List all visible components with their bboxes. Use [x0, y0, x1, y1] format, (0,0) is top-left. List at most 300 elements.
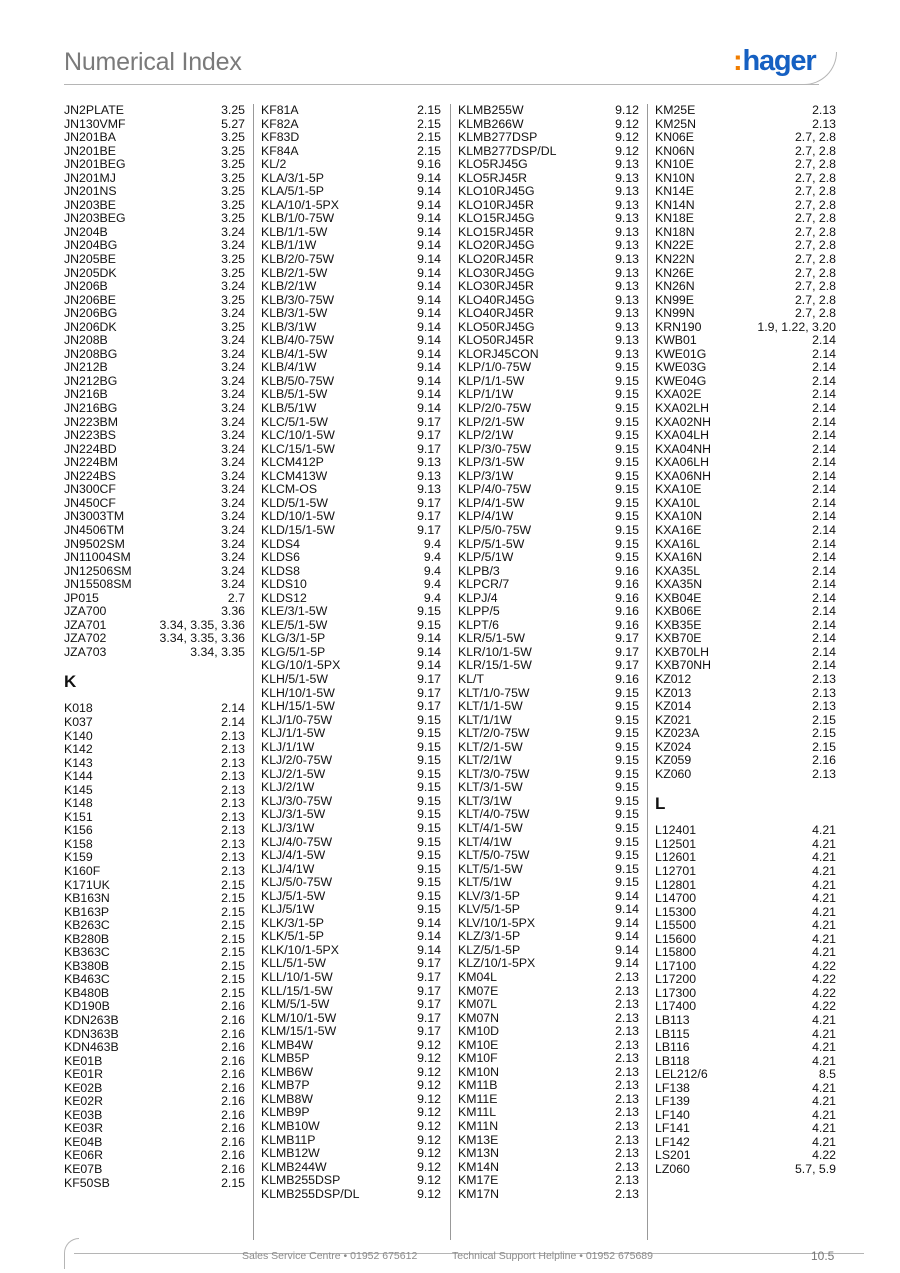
- index-row: [458, 687, 639, 701]
- page-reference: 9.14: [615, 888, 639, 903]
- product-code: KLPT/6: [458, 617, 500, 632]
- product-code: KLMB5P: [261, 1051, 310, 1066]
- page-reference: 2.15: [221, 958, 245, 973]
- index-row: [458, 551, 639, 565]
- product-code: KLP/3/0-75W: [458, 441, 532, 456]
- index-row: [655, 1082, 836, 1096]
- index-row: [64, 1000, 245, 1014]
- page-reference: 9.16: [615, 604, 639, 619]
- page-reference: 2.15: [812, 739, 836, 754]
- product-code: KLK/10/1-5PX: [261, 942, 339, 957]
- page-reference: 3.24: [221, 279, 245, 294]
- product-code: KE02B: [64, 1080, 103, 1095]
- index-row: [64, 1082, 245, 1096]
- page-reference: 9.15: [615, 414, 639, 429]
- product-code: KLMB10W: [261, 1119, 320, 1134]
- index-row: [458, 592, 639, 606]
- page-reference: 2.13: [221, 823, 245, 838]
- index-row: [261, 646, 441, 660]
- product-code: KLPB/3: [458, 563, 500, 578]
- page-reference: 3.24: [221, 333, 245, 348]
- index-row: [458, 727, 639, 741]
- index-row: [64, 456, 245, 470]
- page-reference: 9.14: [417, 346, 441, 361]
- page-reference: 2.7, 2.8: [794, 279, 836, 294]
- page-reference: 9.13: [615, 211, 639, 226]
- index-row: [655, 851, 836, 865]
- product-code: K159: [64, 850, 93, 865]
- page-reference: 2.7, 2.8: [794, 292, 836, 307]
- product-code: KLR/15/1-5W: [458, 658, 532, 673]
- index-row: [458, 768, 639, 782]
- page-reference: 2.13: [812, 699, 836, 714]
- index-row: [261, 822, 441, 836]
- product-code: K158: [64, 836, 93, 851]
- product-code: KLR/5/1-5W: [458, 631, 525, 646]
- index-column-3: [458, 104, 639, 1201]
- index-row: [261, 727, 441, 741]
- index-row: [64, 646, 245, 660]
- index-row: [655, 741, 836, 755]
- product-code: KLT/1/0-75W: [458, 685, 530, 700]
- product-code: KM25E: [655, 103, 696, 117]
- product-code: KLK/5/1-5P: [261, 929, 324, 944]
- index-row: [261, 836, 441, 850]
- product-code: KE03B: [64, 1107, 103, 1122]
- index-row: [458, 890, 639, 904]
- index-row: [261, 1188, 441, 1202]
- page-reference: 3.24: [221, 522, 245, 537]
- index-row: [458, 1147, 639, 1161]
- product-code: KLB/3/1-5W: [261, 306, 328, 321]
- page-reference: 9.16: [615, 563, 639, 578]
- page-reference: 3.24: [221, 441, 245, 456]
- page-reference: 2.14: [812, 441, 836, 456]
- section-heading: L: [655, 794, 666, 814]
- index-row: [655, 239, 836, 253]
- page-reference: 4.21: [812, 1080, 836, 1095]
- index-row: [655, 754, 836, 768]
- product-code: KM14N: [458, 1159, 500, 1174]
- index-row: [655, 199, 836, 213]
- index-row: [655, 429, 836, 443]
- product-code: KM10F: [458, 1051, 498, 1066]
- index-row: [64, 1095, 245, 1109]
- index-row: [655, 687, 836, 701]
- index-row: [261, 795, 441, 809]
- index-row: [64, 919, 245, 933]
- product-code: KWE03G: [655, 360, 707, 375]
- product-code: KLE/5/1-5W: [261, 617, 328, 632]
- page-reference: 2.14: [812, 401, 836, 416]
- index-row: [64, 226, 245, 240]
- page-reference: 9.4: [423, 577, 441, 592]
- product-code: KB380B: [64, 958, 110, 973]
- page-reference: 3.24: [221, 563, 245, 578]
- product-code: KLZ/3/1-5P: [458, 929, 521, 944]
- index-row: [655, 987, 836, 1001]
- page-reference: 9.15: [417, 780, 441, 795]
- product-code: KLL/5/1-5W: [261, 956, 326, 971]
- index-row: [261, 199, 441, 213]
- product-code: KLP/5/0-75W: [458, 522, 532, 537]
- product-code: KZ012: [655, 671, 692, 686]
- page-reference: 4.21: [812, 918, 836, 933]
- product-code: KLT/5/0-75W: [458, 848, 530, 863]
- page-reference: 9.15: [615, 685, 639, 700]
- page-reference: 9.14: [417, 211, 441, 226]
- page-reference: 9.15: [615, 848, 639, 863]
- product-code: KLP/3/1W: [458, 468, 514, 483]
- index-row: [64, 307, 245, 321]
- page-reference: 2.7, 2.8: [794, 224, 836, 239]
- product-code: KLD/10/1-5W: [261, 509, 335, 524]
- page-reference: 9.12: [417, 1091, 441, 1106]
- page-reference: 3.25: [221, 211, 245, 226]
- index-row: [261, 1161, 441, 1175]
- index-row: [655, 294, 836, 308]
- product-code: KE03R: [64, 1121, 103, 1136]
- product-code: KLB/4/1-5W: [261, 346, 328, 361]
- product-code: KLL/10/1-5W: [261, 970, 333, 984]
- index-row: [655, 632, 836, 646]
- product-code: L17100: [655, 958, 697, 973]
- product-code: KE06R: [64, 1148, 103, 1163]
- page-reference: 4.21: [812, 1094, 836, 1109]
- product-code: JN206B: [64, 279, 108, 294]
- index-row: [261, 470, 441, 484]
- page-reference: 9.17: [417, 509, 441, 524]
- page-reference: 9.12: [615, 116, 639, 131]
- index-row: [64, 797, 245, 811]
- product-code: KXA02E: [655, 387, 702, 402]
- index-row: [261, 632, 441, 646]
- index-row: [655, 1000, 836, 1014]
- product-code: LEL212/6: [655, 1067, 708, 1082]
- index-row: [655, 348, 836, 362]
- index-row: [655, 212, 836, 226]
- product-code: KLD/15/1-5W: [261, 522, 335, 537]
- index-row: [655, 388, 836, 402]
- index-row: [261, 226, 441, 240]
- index-row: [655, 443, 836, 457]
- index-row: [64, 906, 245, 920]
- index-row: [64, 1163, 245, 1177]
- page-reference: 9.15: [615, 753, 639, 768]
- product-code: KLP/3/1-5W: [458, 455, 525, 470]
- section-heading: K: [64, 672, 77, 692]
- product-code: KZ060: [655, 766, 692, 781]
- product-code: LF141: [655, 1121, 690, 1136]
- page-reference: 9.4: [423, 590, 441, 605]
- product-code: KLJ/4/1-5W: [261, 848, 326, 863]
- page-reference: 2.13: [221, 755, 245, 770]
- product-code: KLK/3/1-5P: [261, 915, 324, 930]
- index-row: [655, 879, 836, 893]
- header-rule: [64, 84, 819, 85]
- product-code: KB463C: [64, 972, 110, 987]
- page-reference: 2.13: [812, 116, 836, 131]
- page-reference: 2.13: [812, 671, 836, 686]
- index-row: [655, 104, 836, 118]
- page-reference: 2.16: [221, 999, 245, 1014]
- index-row: [64, 632, 245, 646]
- page-reference: 9.14: [417, 265, 441, 280]
- page-reference: 2.13: [615, 1037, 639, 1052]
- index-row: [64, 946, 245, 960]
- page-reference: 2.7, 2.8: [794, 170, 836, 185]
- product-code: KXA06NH: [655, 468, 712, 483]
- product-code: KF83D: [261, 130, 300, 145]
- product-code: JN216BG: [64, 401, 118, 416]
- product-code: KXA10L: [655, 495, 701, 510]
- page-reference: 4.21: [812, 1134, 836, 1149]
- product-code: KLT/4/1-5W: [458, 820, 523, 835]
- page-reference: 2.14: [812, 482, 836, 497]
- page-reference: 9.15: [417, 834, 441, 849]
- product-code: KN10E: [655, 157, 694, 172]
- product-code: KXA10E: [655, 482, 702, 497]
- product-code: KLO20RJ45R: [458, 252, 534, 267]
- page-reference: 2.13: [221, 796, 245, 811]
- index-row: [261, 1120, 441, 1134]
- index-row: [655, 578, 836, 592]
- page-reference: 3.25: [221, 319, 245, 334]
- index-row: [655, 1122, 836, 1136]
- index-row: [261, 687, 441, 701]
- product-code: KLPCR/7: [458, 577, 510, 592]
- page-reference: 2.13: [221, 782, 245, 797]
- index-row: [261, 307, 441, 321]
- product-code: KLP/4/1W: [458, 509, 514, 524]
- product-code: JN205DK: [64, 265, 117, 280]
- page-reference: 3.24: [221, 455, 245, 470]
- index-row: [458, 280, 639, 294]
- product-code: KLMB12W: [261, 1146, 320, 1161]
- product-code: KN10N: [655, 170, 695, 185]
- product-code: K144: [64, 769, 93, 784]
- page-reference: 9.15: [615, 401, 639, 416]
- footer-sales-contact: Sales Service Centre • 01952 675612: [242, 1250, 418, 1262]
- index-row: [64, 551, 245, 565]
- index-row: [458, 944, 639, 958]
- product-code: KLMB255DSP: [261, 1173, 341, 1188]
- index-row: [458, 510, 639, 524]
- product-code: KLA/3/1-5P: [261, 170, 324, 185]
- product-code: KLJ/2/0-75W: [261, 753, 333, 768]
- product-code: KLMB244W: [261, 1159, 327, 1174]
- product-code: JZA701: [64, 617, 107, 632]
- index-row: [64, 118, 245, 132]
- product-code: KLMB6W: [261, 1064, 313, 1079]
- page-reference: 9.15: [417, 617, 441, 632]
- product-code: KLC/15/1-5W: [261, 441, 335, 456]
- product-code: JN11004SM: [64, 550, 131, 565]
- index-row: [458, 416, 639, 430]
- page-reference: 2.13: [615, 1051, 639, 1066]
- page-reference: 2.13: [615, 983, 639, 998]
- index-row: [64, 348, 245, 362]
- product-code: KF81A: [261, 103, 299, 117]
- product-code: JN3003TM: [64, 509, 125, 524]
- product-code: KLB/1/1-5W: [261, 224, 328, 239]
- page-reference: 9.15: [417, 888, 441, 903]
- page-reference: 2.14: [812, 522, 836, 537]
- page-reference: 2.13: [615, 1146, 639, 1161]
- index-row: [655, 470, 836, 484]
- index-row: [655, 402, 836, 416]
- page-reference: 3.25: [221, 252, 245, 267]
- product-code: KLMB277DSP: [458, 130, 538, 145]
- page-reference: 9.14: [615, 956, 639, 971]
- product-code: KLJ/3/1W: [261, 820, 315, 835]
- index-row: [64, 1122, 245, 1136]
- product-code: KLT/5/1W: [458, 875, 512, 890]
- index-row: [261, 483, 441, 497]
- product-code: KN06E: [655, 130, 694, 145]
- page-reference: 2.14: [812, 631, 836, 646]
- product-code: KN18N: [655, 224, 695, 239]
- page-reference: 2.14: [812, 604, 836, 619]
- index-row: [458, 1174, 639, 1188]
- index-row: [458, 619, 639, 633]
- product-code: K140: [64, 728, 93, 743]
- index-row: [64, 892, 245, 906]
- product-code: KLJ/5/1-5W: [261, 888, 326, 903]
- page-reference: 4.21: [812, 1013, 836, 1027]
- page-reference: 9.13: [417, 455, 441, 470]
- product-code: KLP/1/1W: [458, 387, 514, 402]
- page-reference: 2.13: [615, 1132, 639, 1147]
- index-row: [261, 1093, 441, 1107]
- index-row: [261, 592, 441, 606]
- product-code: LB113: [655, 1013, 690, 1027]
- product-code: KLP/5/1W: [458, 550, 514, 565]
- product-code: KL/T: [458, 671, 484, 686]
- page-reference: 9.15: [615, 360, 639, 375]
- page-reference: 2.13: [615, 1119, 639, 1134]
- product-code: KXA02LH: [655, 401, 710, 416]
- product-code: KE04B: [64, 1134, 103, 1149]
- page-reference: 9.15: [417, 875, 441, 890]
- page-reference: 2.7, 2.8: [794, 157, 836, 172]
- product-code: JN224BS: [64, 468, 116, 483]
- index-row: [655, 919, 836, 933]
- product-code: KDN363B: [64, 1026, 119, 1041]
- page-title: Numerical Index: [64, 48, 242, 76]
- product-code: KL/2: [261, 157, 287, 172]
- index-row: [655, 538, 836, 552]
- product-code: L17200: [655, 972, 697, 987]
- index-row: [261, 212, 441, 226]
- index-row: [458, 321, 639, 335]
- product-code: KLM/15/1-5W: [261, 1024, 337, 1039]
- page-reference: 4.21: [812, 836, 836, 851]
- page-reference: 2.14: [812, 373, 836, 388]
- page-reference: 3.25: [221, 103, 245, 117]
- product-code: KLB/2/1-5W: [261, 265, 328, 280]
- product-code: KLH/5/1-5W: [261, 671, 328, 686]
- index-row: [655, 551, 836, 565]
- index-row: [261, 578, 441, 592]
- page-reference: 4.22: [812, 985, 836, 1000]
- page-reference: 3.24: [221, 401, 245, 416]
- index-row: [261, 118, 441, 132]
- page-reference: 9.17: [417, 970, 441, 984]
- index-row: [655, 646, 836, 660]
- index-row: [655, 118, 836, 132]
- index-row: [64, 960, 245, 974]
- product-code: JZA703: [64, 644, 107, 659]
- index-row: [261, 1134, 441, 1148]
- index-row: [458, 998, 639, 1012]
- index-row: [655, 267, 836, 281]
- index-row: [261, 768, 441, 782]
- product-code: KLV/3/1-5P: [458, 888, 520, 903]
- page-reference: 9.14: [417, 170, 441, 185]
- product-code: KLP/1/0-75W: [458, 360, 532, 375]
- page-reference: 9.15: [615, 509, 639, 524]
- page-reference: 9.14: [417, 942, 441, 957]
- page-reference: 9.15: [615, 807, 639, 822]
- page-reference: 9.14: [417, 401, 441, 416]
- index-row: [458, 754, 639, 768]
- index-row: [261, 917, 441, 931]
- product-code: KN14N: [655, 197, 695, 212]
- page-reference: 9.14: [615, 942, 639, 957]
- product-code: KN26N: [655, 279, 695, 294]
- page-reference: 2.13: [615, 1024, 639, 1039]
- product-code: KLORJ45CON: [458, 346, 539, 361]
- page-reference: 9.17: [417, 1010, 441, 1025]
- index-row: [458, 822, 639, 836]
- page-reference: 4.21: [812, 863, 836, 878]
- index-row: [261, 1039, 441, 1053]
- index-row: [261, 388, 441, 402]
- product-code: KLG/3/1-5P: [261, 631, 326, 646]
- index-row: [64, 879, 245, 893]
- product-code: KLP/2/1-5W: [458, 414, 525, 429]
- index-row: [261, 524, 441, 538]
- page-reference: 2.14: [812, 550, 836, 565]
- index-row: [655, 334, 836, 348]
- page-reference: 2.13: [812, 766, 836, 781]
- page-reference: 2.13: [221, 769, 245, 784]
- page-reference: 2.13: [615, 1091, 639, 1106]
- product-code: KXA06LH: [655, 455, 710, 470]
- product-code: KLH/10/1-5W: [261, 685, 335, 700]
- index-row: [261, 416, 441, 430]
- product-code: KLMB255DSP/DL: [261, 1186, 360, 1201]
- product-code: KXB04E: [655, 590, 702, 605]
- product-code: JN450CF: [64, 495, 116, 510]
- index-row: [64, 375, 245, 389]
- page-reference: 3.25: [221, 157, 245, 172]
- product-code: KB163P: [64, 904, 110, 919]
- index-row: [64, 565, 245, 579]
- index-row: [64, 538, 245, 552]
- product-code: JN201BA: [64, 130, 116, 145]
- index-row: [261, 849, 441, 863]
- page-reference: 3.24: [221, 468, 245, 483]
- product-code: KXB70E: [655, 631, 702, 646]
- page-reference: 9.12: [417, 1119, 441, 1134]
- product-code: JN224BM: [64, 455, 118, 470]
- index-row: [64, 497, 245, 511]
- page-reference: 3.25: [221, 197, 245, 212]
- product-code: K037: [64, 714, 93, 729]
- page-reference: 3.24: [221, 550, 245, 565]
